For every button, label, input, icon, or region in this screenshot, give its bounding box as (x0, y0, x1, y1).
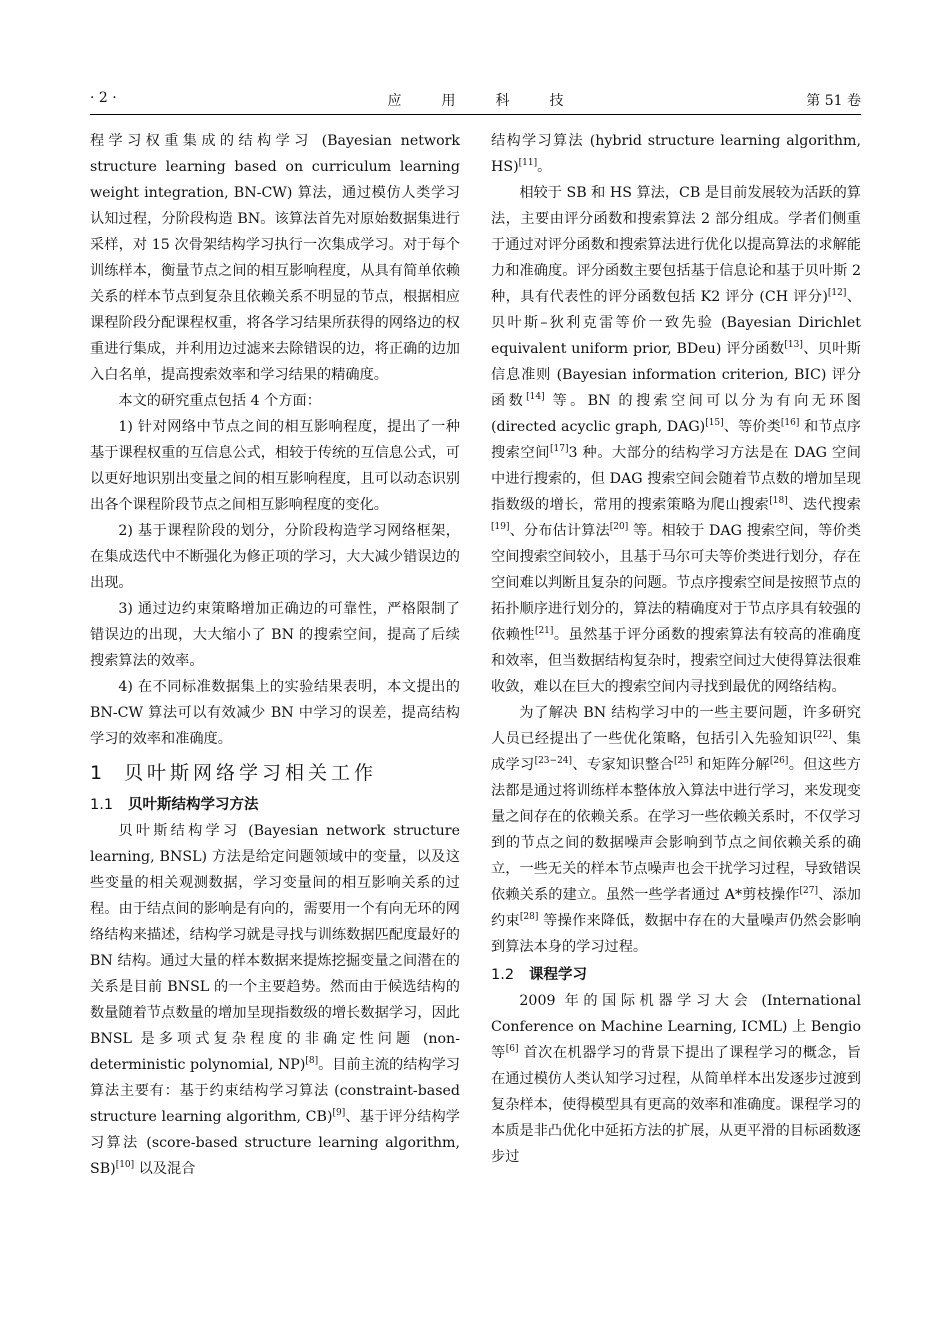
citation: [26] (769, 756, 789, 766)
paragraph: 为了解决 BN 结构学习中的一些主要问题，许多研究人员已经提出了一些优化策略，包括引入先验知识[22]、集成学习[23−24]、专家知识整合[25] 和矩阵分解[26]。但这些方法都是通过将训练样本整体放入算法中进行学习，来发现变量之间存在的依赖关系。在学习一些依赖关系时，不仅学习到的节点之间的数据噪声会影响到节点之间依赖关系的确立，一些无关的样本节点噪声也会干扰学习过程，导致错误依赖关系的建立。虽然一些学者通过 A*剪枝操作[27]、添加约束[28] 等操作来降低，数据中存在的大量噪声仍然会影响到算法本身的学习过程。 (491, 705, 861, 955)
subsection-title: 贝叶斯结构学习方法 (128, 797, 259, 813)
paragraph: 程学习权重集成的结构学习 (Bayesian network structure learning based on curriculum learning weight integration, BN-CW) 算法，通过模仿人类学习认知过程，分阶段构造 BN。该算法首先对原始数据集进行采样，对 15 次骨架结构学习执行一次集成学习。对于每个训练样本，衡量节点之间的相互影响程度，从具有简单依赖关系的样本节点到复杂且依赖关系不明显的节点，根据相应课程阶段分配课程权重，将各学习结果所获得的网络边的权重进行集成，并利用边过滤来去除错误的边，将正确的边加入白名单，提高搜索效率和学习结果的精确度。 (90, 133, 460, 383)
paragraph: 贝叶斯结构学习 (Bayesian network structure learning, BNSL) 方法是给定问题领域中的变量，以及这些变量的相关观测数据，学习变量间的相互影响关系的过程。由于结点间的影响是有向的，需要用一个有向无环的网络结构来描述，结构学习就是寻找与训练数据匹配度最好的 BN 结构。通过大量的样本数据来提炼挖掘变量之间潜在的关系是目前 BNSL 的一个主要趋势。然而由于候选结构的数量随着节点数量的增加呈现指数级的增长数据学习，因此 BNSL 是多项式复杂程度的非确定性问题 (non-deterministic polynomial, NP)[8]。目前主流的结构学习算法主要有：基于约束结构学习算法 (constraint-based structure learning algorithm, CB)[9]、基于评分结构学习算法 (score-based structure learning algorithm, SB)[10] 以及混合 (90, 823, 460, 1177)
citation: [19] (491, 522, 510, 532)
page-header (90, 88, 861, 115)
citation: [16] (780, 418, 800, 428)
subsection-number: 1.2 (491, 967, 515, 983)
citation: [10] (115, 1160, 135, 1170)
subsection-heading (90, 792, 460, 818)
citation: [22] (813, 730, 832, 740)
paragraph: 相较于 SB 和 HS 算法，CB 是目前发展较为活跃的算法，主要由评分函数和搜索算法 2 部分组成。学者们侧重于通过对评分函数和搜索算法进行优化以提高算法的求解能力和准确度。评分函数主要包括基于信息论和基于贝叶斯 2 种，具有代表性的评分函数包括 K2 评分 (CH 评分)[12]、贝叶斯–狄利克雷等价一致先验 (Bayesian Dirichlet equivalent uniform prior, BDeu) 评分函数[13]、贝叶斯信息准则 (Bayesian information criterion, BIC) 评分函数[14] 等。BN 的搜索空间可以分为有向无环图 (directed acyclic graph, DAG)[15]、等价类[16] 和节点序搜索空间[17]3 种。大部分的结构学习方法是在 DAG 空间中进行搜索的，但 DAG 搜索空间会随着节点数的增加呈现指数级的增长，常用的搜索策略为爬山搜索[18]、迭代搜索[19]、分布估计算法[20] 等。相较于 DAG 搜索空间，等价类空间搜索空间较小，且基于马尔可夫等价类进行划分，存在空间难以判断且复杂的问题。节点序搜索空间是按照节点的拓扑顺序进行划分的，算法的精确度对于节点序具有较强的依赖性[21]。虽然基于评分函数的搜索算法有较高的准确度和效率，但当数据结构复杂时，搜索空间过大使得算法很难收敛，难以在巨大的搜索空间内寻找到最优的网络结构。 (491, 185, 861, 695)
page-number: · 2 · (90, 90, 117, 106)
paragraph: 结构学习算法 (hybrid structure learning algorithm, HS)[11]。 (491, 133, 861, 175)
paragraph: 4) 在不同标准数据集上的实验结果表明，本文提出的 BN-CW 算法可以有效减少 BN 中学习的误差，提高结构学习的效率和准确度。 (90, 679, 460, 747)
citation: [27] (799, 886, 819, 896)
citation: [9] (332, 1108, 346, 1118)
citation: [13] (784, 340, 803, 350)
volume-label: 第 51 卷 (806, 93, 861, 109)
section-title: 贝叶斯网络学习相关工作 (124, 762, 378, 784)
paragraph: 1) 针对网络中节点之间的相互影响程度，提出了一种基于课程权重的互信息公式，相较于传统的互信息公式，可以更好地识别出变量之间的相互影响程度，且可以动态识别出各个课程阶段节点之间相互影响程度的变化。 (90, 419, 460, 513)
paragraph: 2) 基于课程阶段的划分，分阶段构造学习网络框架，在集成迭代中不断强化为修正项的学习，大大减少错误边的出现。 (90, 523, 460, 591)
paragraph: 3) 通过边约束策略增加正确边的可靠性，严格限制了错误边的出现，大大缩小了 BN 的搜索空间，提高了后续搜索算法的效率。 (90, 601, 460, 669)
citation: [23−24] (534, 756, 573, 766)
subsection-title: 课程学习 (529, 967, 587, 983)
citation: [28] (519, 912, 539, 922)
right-column (491, 128, 861, 1170)
citation: [14] (526, 392, 545, 402)
citation: [25] (673, 756, 693, 766)
citation: [8] (305, 1056, 319, 1066)
journal-name: 应用科技 (387, 93, 604, 109)
section-number: 1 (90, 762, 103, 784)
citation: [20] (609, 522, 629, 532)
subsection-number: 1.1 (90, 797, 114, 813)
citation: [11] (518, 158, 538, 168)
subsection-heading (491, 962, 861, 988)
citation: [15] (705, 418, 724, 428)
paragraph: 本文的研究重点包括 4 个方面： (118, 393, 321, 409)
left-column (90, 128, 460, 1182)
citation: [21] (534, 626, 554, 636)
citation: [12] (827, 288, 847, 298)
citation: [17] (549, 444, 569, 454)
citation: [6] (505, 1044, 519, 1054)
paragraph: 2009 年的国际机器学习大会 (International Conference on Machine Learning, ICML) 上 Bengio 等[6] 首次在机器学习的背景下提出了课程学习的概念，旨在通过模仿人类认知学习过程，从简单样本出发逐步过渡到复杂样本，使得模型具有更高的效率和准确度。课程学习的本质是非凸优化中延拓方法的扩展，从更平滑的目标函数逐步过 (491, 993, 861, 1165)
section-heading (90, 760, 460, 786)
citation: [18] (769, 496, 788, 506)
